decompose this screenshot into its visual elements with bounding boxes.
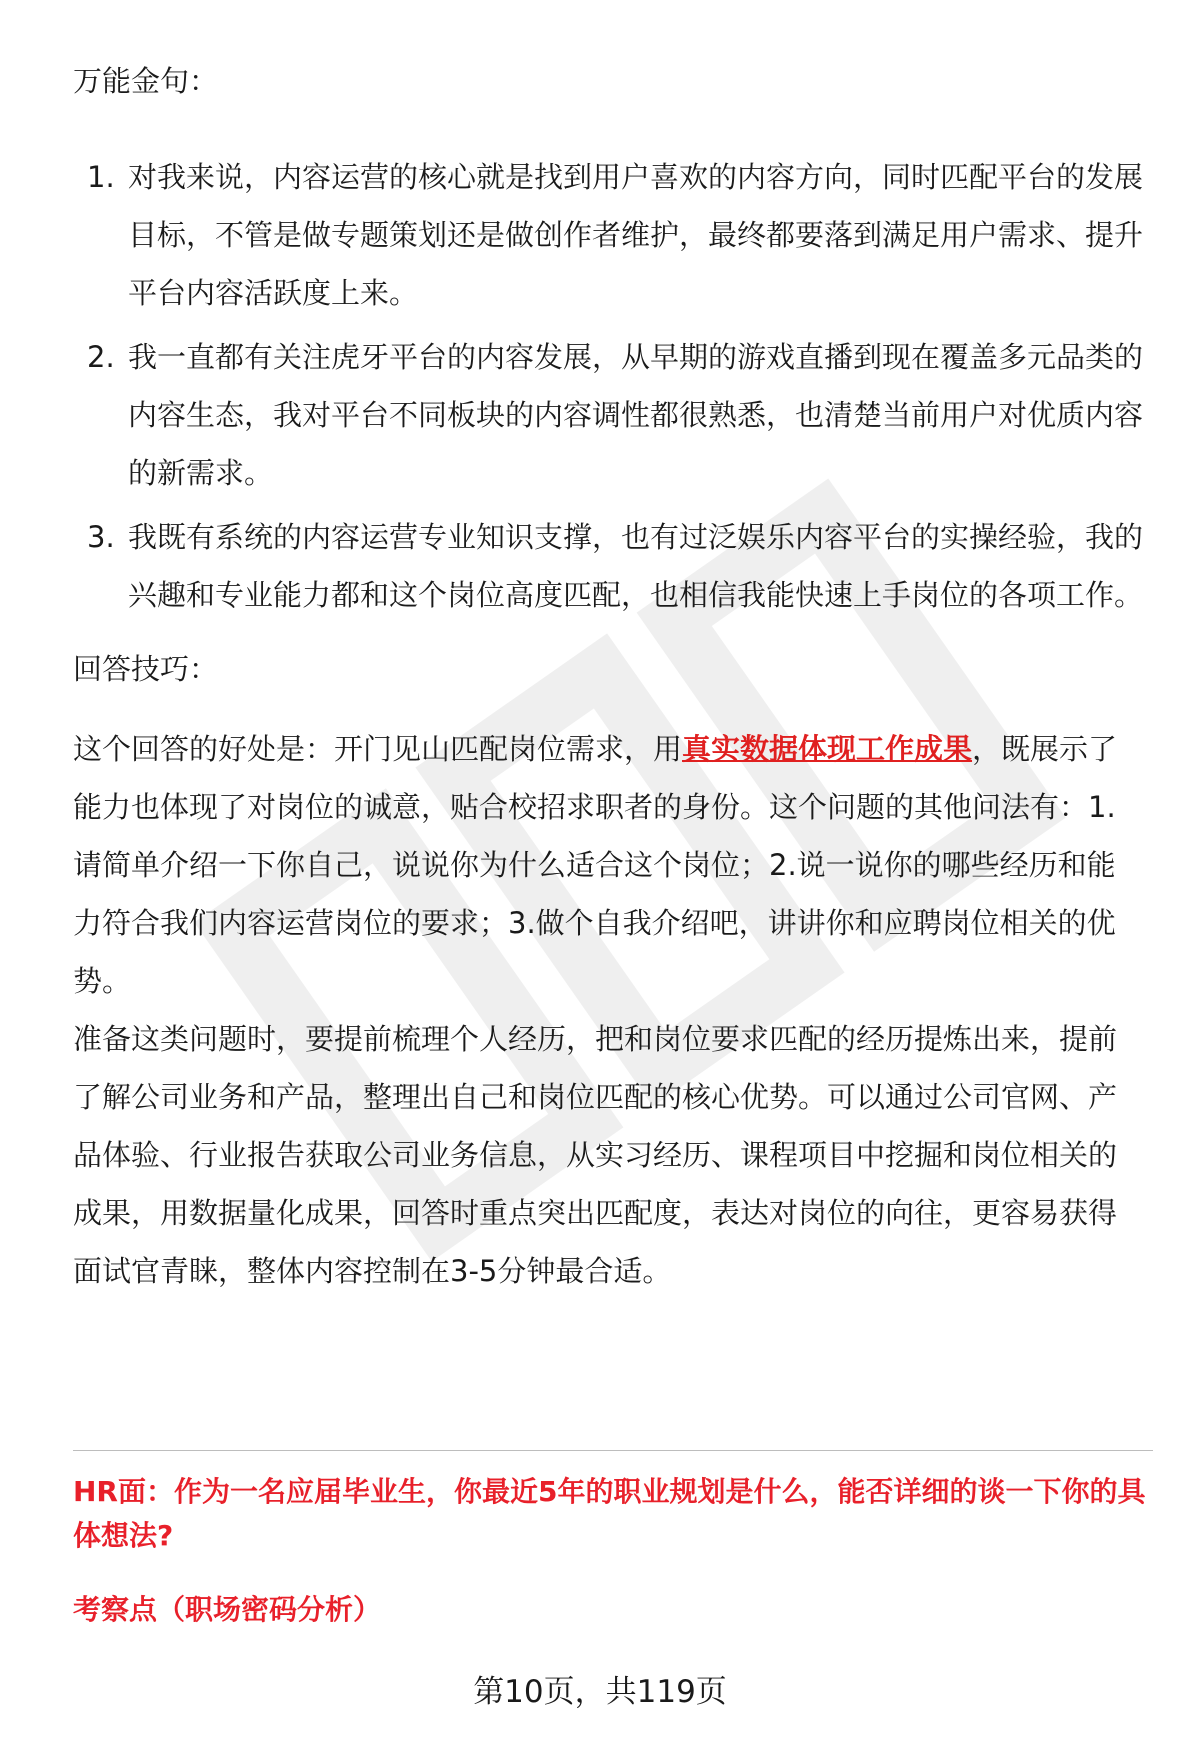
list-item	[73, 328, 1148, 502]
list-text: 我既有系统的内容运营专业知识支撑，也有过泛娱乐内容平台的实操经验，我的兴趣和专业能力都和这个岗位高度匹配，也相信我能快速上手岗位的各项工作。	[128, 520, 1144, 612]
list-number: 3.	[87, 520, 115, 554]
section-divider	[73, 1450, 1153, 1451]
page-number: 第10页，共119页	[473, 1674, 727, 1710]
list-text: 我一直都有关注虎牙平台的内容发展，从早期的游戏直播到现在覆盖多元品类的内容生态，我对平台不同板块的内容调性都很熟悉，也清楚当前用户对优质内容的新需求。	[128, 340, 1144, 490]
tips-text-a: 这个回答的好处是：开门见山匹配岗位需求，用	[73, 732, 683, 766]
golden-sentence-list	[73, 148, 1148, 630]
list-text: 对我来说，内容运营的核心就是找到用户喜欢的内容方向，同时匹配平台的发展目标，不管是做专题策划还是做创作者维护，最终都要落到满足用户需求、提升平台内容活跃度上来。	[128, 160, 1144, 310]
list-item	[73, 508, 1148, 624]
hr-question-heading: HR面：作为一名应届毕业生，你最近5年的职业规划是什么，能否详细的谈一下你的具体想法?	[73, 1475, 1146, 1552]
tips-text-b: ，既展示了能力也体现了对岗位的诚意，贴合校招求职者的身份。这个问题的其他问法有：1.请简单介绍一下你自己，说说你为什么适合这个岗位；2.说一说你的哪些经历和能力符合我们内容运营岗位的要求；3.做个自我介绍吧，讲讲你和应聘岗位相关的优势。	[73, 732, 1118, 998]
golden-sentence-label: 万能金句：	[73, 64, 219, 98]
highlight-text: 真实数据体现工作成果	[682, 732, 973, 766]
tips-paragraph-1	[73, 720, 1143, 1010]
list-number: 2.	[87, 340, 115, 374]
answer-tips-label: 回答技巧：	[73, 652, 219, 686]
list-item	[73, 148, 1148, 322]
list-number: 1.	[87, 160, 115, 194]
tips-paragraph-2: 准备这类问题时，要提前梳理个人经历，把和岗位要求匹配的经历提炼出来，提前了解公司业务和产品，整理出自己和岗位匹配的核心优势。可以通过公司官网、产品体验、行业报告获取公司业务信息，从实习经历、课程项目中挖掘和岗位相关的成果，用数据量化成果，回答时重点突出匹配度，表达对岗位的向往，更容易获得面试官青睐，整体内容控制在3-5分钟最合适。	[73, 1022, 1118, 1288]
exam-point-heading: 考察点（职场密码分析）	[73, 1593, 382, 1626]
